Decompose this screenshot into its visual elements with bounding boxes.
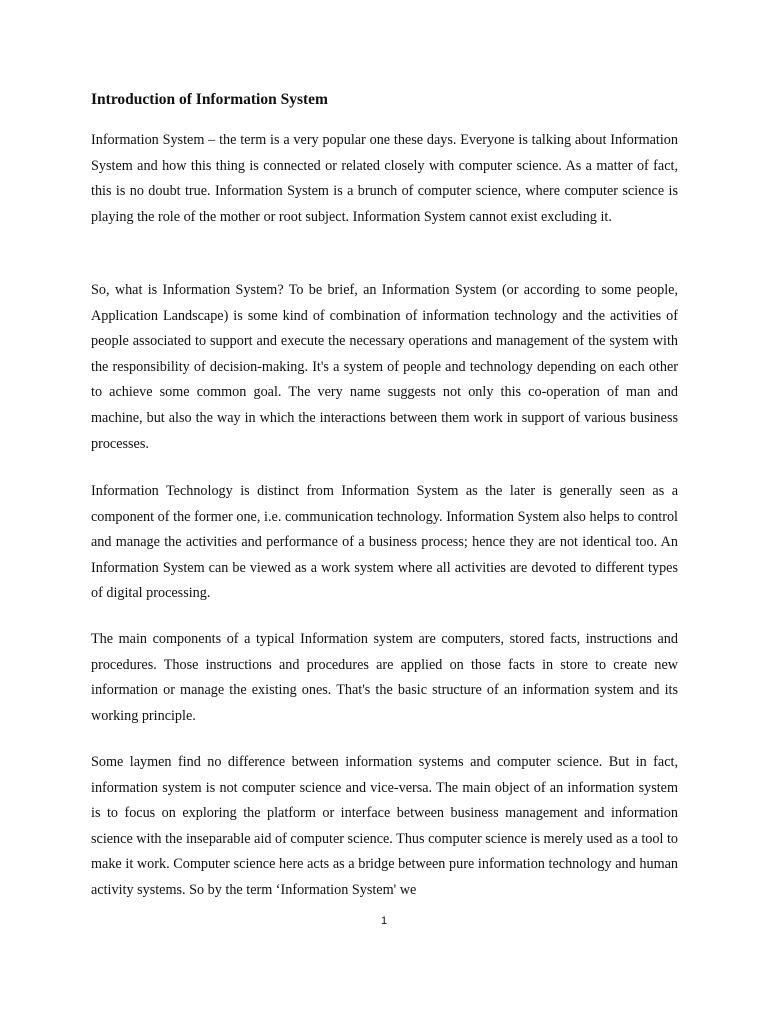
paragraph-2: So, what is Information System? To be brief, an Information System (or according to some people, Application Landscape) is some kind of combination of information technology and the activities of people associated to support and execute the necessary operations and management of the system with the responsibility of decision-making. It's a system of people and technology depending on each other to achieve some common goal. The very name suggests not only this co-operation of man and machine, but also the way in which the interactions between them work in support of various business processes. — [91, 282, 678, 452]
document-title: Introduction of Information System — [91, 91, 328, 108]
paragraph-1: Information System – the term is a very popular one these days. Everyone is talking about Information System and how this thing is connected or related closely with computer science. As a matter of fact, this is no doubt true. Information System is a brunch of computer science, where computer science is playing the role of the mother or root subject. Information System cannot exist excluding it. — [91, 132, 678, 225]
page-number: 1 — [380, 915, 388, 927]
paragraph-3: Information Technology is distinct from Information System as the later is generally seen as a component of the former one, i.e. communication technology. Information System also helps to control and manage the activities and performance of a business process; hence they are not identical too. An Information System can be viewed as a work system where all activities are devoted to different types of digital processing. — [91, 483, 678, 602]
paragraph-4: The main components of a typical Information system are computers, stored facts, instructions and procedures. Those instructions and procedures are applied on those facts in store to create new information or manage the existing ones. That's the basic structure of an information system and its working principle. — [91, 631, 678, 724]
paragraph-5: Some laymen find no difference between information systems and computer science. But in fact, information system is not computer science and vice-versa. The main object of an information system is to focus on exploring the platform or interface between business management and information science with the inseparable aid of computer science. Thus computer science is merely used as a tool to make it work. Computer science here acts as a bridge between pure information technology and human activity systems. So by the term ‘Information System' we — [91, 754, 678, 898]
